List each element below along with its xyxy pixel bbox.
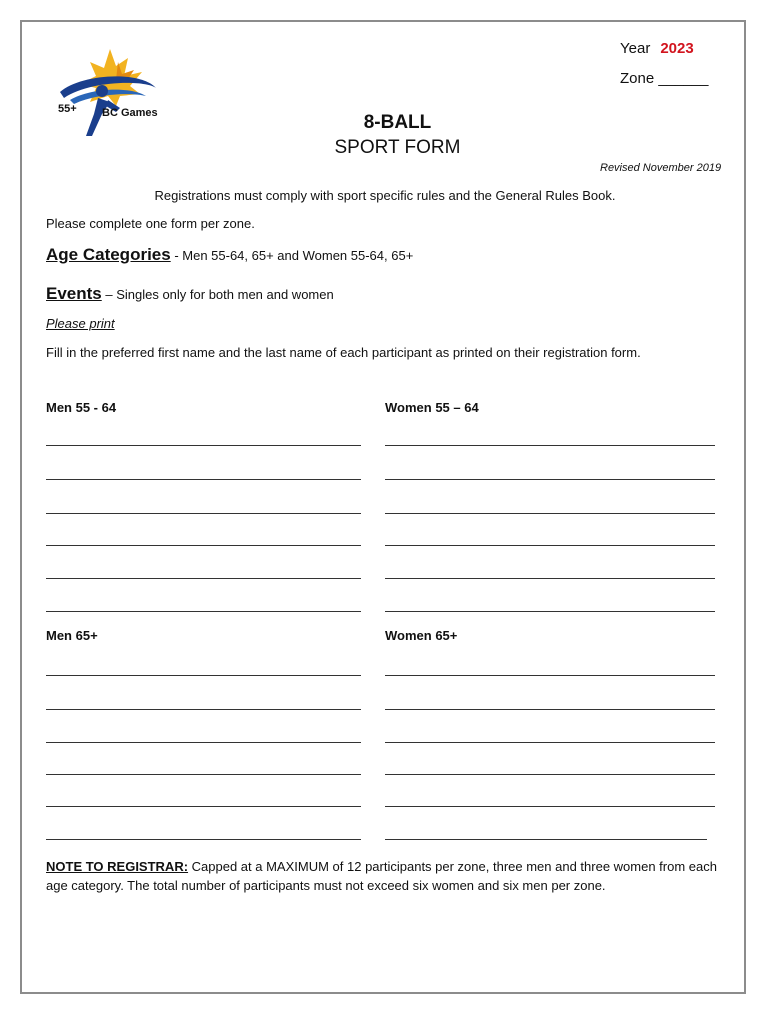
name-line[interactable]: [385, 513, 715, 514]
year-label: Year: [620, 40, 651, 57]
women-55-64-heading: Women 55 – 64: [385, 400, 479, 415]
name-line[interactable]: [385, 709, 715, 710]
name-line[interactable]: [46, 445, 361, 446]
name-line[interactable]: [46, 806, 361, 807]
name-line[interactable]: [46, 839, 361, 840]
name-line[interactable]: [46, 742, 361, 743]
name-line[interactable]: [46, 675, 361, 676]
fill-instruction: Fill in the preferred first name and the last name of each participant as printed on their registration form.: [46, 345, 641, 360]
name-line[interactable]: [46, 709, 361, 710]
name-line[interactable]: [385, 742, 715, 743]
logo-text: BC Games: [102, 107, 158, 119]
zone-note: Please complete one form per zone.: [46, 216, 255, 231]
name-line[interactable]: [385, 545, 715, 546]
name-line[interactable]: [385, 479, 715, 480]
events-text: – Singles only for both men and women: [101, 287, 334, 302]
name-line[interactable]: [46, 774, 361, 775]
events-heading: Events: [46, 284, 102, 303]
name-line[interactable]: [385, 774, 715, 775]
name-line[interactable]: [385, 839, 707, 840]
events: [46, 284, 334, 304]
name-line[interactable]: [385, 578, 715, 579]
name-line[interactable]: [385, 675, 715, 676]
name-line[interactable]: [385, 806, 715, 807]
registrar-note-label: NOTE TO REGISTRAR:: [46, 859, 189, 874]
rules-note: Registrations must comply with sport specific rules and the General Rules Book.: [154, 188, 616, 203]
men-55-64-heading: Men 55 - 64: [46, 400, 117, 415]
name-line[interactable]: [46, 578, 361, 579]
name-line[interactable]: [46, 513, 361, 514]
age-categories-text: - Men 55-64, 65+ and Women 55-64, 65+: [170, 248, 414, 263]
logo-badge: 55+: [58, 103, 77, 115]
women-65-heading: Women 65+: [385, 628, 458, 643]
revised-date: Revised November 2019: [600, 162, 722, 174]
form-title: 8-BALL: [363, 112, 432, 133]
form-subtitle: SPORT FORM: [334, 137, 461, 158]
name-line[interactable]: [46, 479, 361, 480]
age-categories-heading: Age Categories: [46, 245, 171, 264]
registrar-note-text: Capped at a MAXIMUM of 12 participants per zone, three men and three women from each age category. The total number of participants must not exceed six women and six men per zone.: [46, 859, 717, 893]
name-line[interactable]: [46, 545, 361, 546]
age-categories: [46, 245, 413, 265]
name-line[interactable]: [46, 611, 361, 612]
year-field: [620, 40, 694, 57]
registrar-note: [46, 857, 726, 895]
please-print: Please print: [46, 316, 115, 331]
name-line[interactable]: [385, 611, 715, 612]
men-65-heading: Men 65+: [46, 628, 98, 643]
zone-field[interactable]: Zone ______: [620, 70, 709, 87]
year-value: 2023: [660, 40, 694, 57]
name-line[interactable]: [385, 445, 715, 446]
